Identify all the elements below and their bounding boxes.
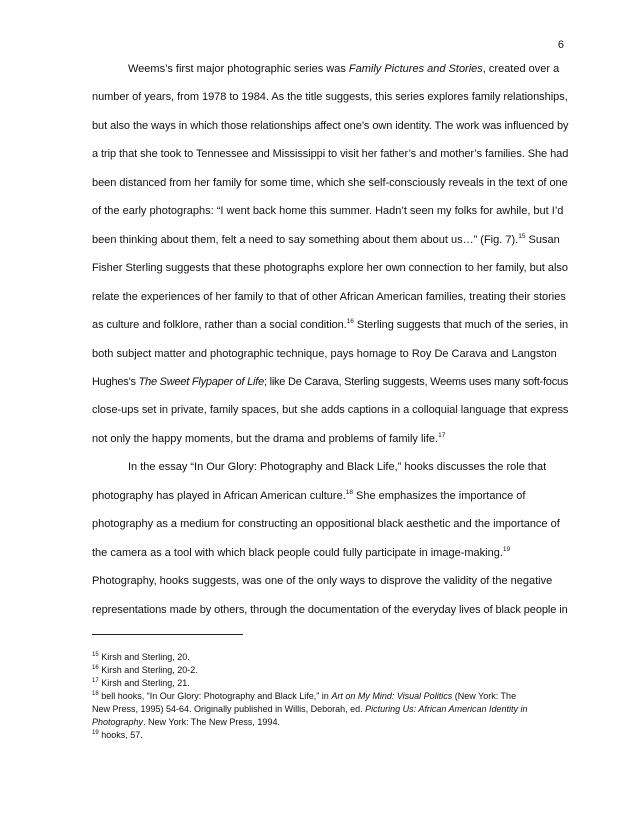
body-text-segment: number of years, from 1978 to 1984. As the title suggests, this series explores family relationships, bbox=[92, 91, 568, 104]
body-text-segment: both subject matter and photographic technique, pays homage to Roy De Carava and Langston bbox=[92, 347, 557, 360]
body-line bbox=[92, 147, 568, 161]
footnote-line bbox=[92, 664, 198, 676]
body-line bbox=[92, 432, 445, 446]
body-text-segment: In the essay “In Our Glory: Photography and Black Life,” hooks discusses the role that bbox=[128, 461, 547, 474]
body-text-segment: Susan bbox=[525, 233, 560, 246]
italic-title: Family Pictures and Stories bbox=[348, 63, 483, 75]
footnote-reference: 16 bbox=[346, 318, 354, 326]
footnote-text-segment: (New York: The bbox=[452, 691, 517, 702]
body-line bbox=[92, 403, 568, 417]
footnote-reference: 19 bbox=[502, 545, 511, 553]
body-text-segment: photography has played in African American culture. bbox=[92, 489, 346, 502]
body-text-segment: as culture and folklore, rather than a social condition. bbox=[92, 319, 347, 332]
body-line bbox=[92, 233, 560, 247]
body-text-segment: Fisher Sterling suggests that these photographs explore her own connection to her family, but also bbox=[92, 262, 568, 275]
body-line bbox=[92, 489, 525, 503]
footnote-line bbox=[92, 716, 280, 728]
body-text-segment: representations made by others, through the documentation of the everyday lives of black people in bbox=[92, 603, 568, 616]
body-text-segment: , created over a bbox=[482, 63, 560, 75]
footnote-text-segment: Kirsh and Sterling, 20-2. bbox=[98, 665, 198, 676]
body-text-segment: a trip that she took to Tennessee and Mississippi to visit her father’s and mother’s families. She had bbox=[92, 148, 569, 161]
italic-title: Photography bbox=[92, 717, 144, 728]
body-line bbox=[92, 261, 568, 275]
footnote-line bbox=[92, 690, 516, 702]
footnote-reference: 15 bbox=[518, 232, 526, 240]
body-line bbox=[92, 90, 568, 104]
page-number: 6 bbox=[557, 39, 564, 51]
body-line bbox=[92, 318, 568, 332]
footnote-text-segment: New Press, 1995) 54-64. Originally published in Willis, Deborah, ed. bbox=[92, 704, 366, 715]
body-text-segment: relate the experiences of her family to that of other African American families, treating their stories bbox=[92, 290, 566, 303]
body-line bbox=[92, 290, 566, 304]
footnote-text-segment: hooks, 57. bbox=[98, 730, 143, 741]
footnote-text-segment: bell hooks, “In Our Glory: Photography and Black Life,” in bbox=[98, 691, 332, 702]
body-text-segment: She emphasizes the importance of bbox=[353, 489, 526, 502]
footnote-reference: 15 bbox=[92, 652, 99, 658]
italic-title: Picturing Us: African American Identity in bbox=[365, 704, 528, 715]
body-text-segment: not only the happy moments, but the drama and problems of family life. bbox=[92, 432, 439, 445]
body-text-segment: Sterling suggests that much of the series, in bbox=[353, 319, 569, 332]
body-text-segment: Photography, hooks suggests, was one of the only ways to disprove the validity of the negative bbox=[92, 575, 553, 588]
body-text-segment: Hughes’s bbox=[92, 375, 139, 388]
body-line bbox=[92, 347, 557, 361]
body-text-segment: of the early photographs: “I went back home this summer. Hadn’t seen my folks for awhile, but I’d bbox=[92, 205, 564, 218]
italic-title: Art on My Mind: Visual Politics bbox=[331, 691, 453, 702]
body-text-segment: photography as a medium for constructing an oppositional black aesthetic and the importance of bbox=[92, 518, 560, 531]
footnote-line bbox=[92, 651, 190, 663]
footnote-reference: 18 bbox=[92, 691, 99, 698]
body-line bbox=[92, 517, 560, 531]
body-line bbox=[92, 603, 568, 617]
italic-title: The Sweet Flypaper of Life bbox=[138, 375, 264, 388]
footnote-separator bbox=[92, 634, 243, 635]
body-line bbox=[92, 176, 568, 190]
footnote-text-segment: Kirsh and Sterling, 20. bbox=[98, 652, 190, 662]
footnote-reference: 17 bbox=[438, 431, 446, 439]
footnote-reference: 16 bbox=[92, 665, 99, 672]
body-line bbox=[92, 204, 563, 218]
footnote-reference: 18 bbox=[345, 488, 353, 496]
footnote-reference: 17 bbox=[92, 678, 99, 685]
body-line bbox=[128, 62, 559, 76]
body-line bbox=[92, 119, 568, 133]
body-text-segment: been thinking about them, felt a need to say something about them about us…” (Fig. 7). bbox=[92, 233, 519, 246]
body-text-segment: close-ups set in private, family spaces, but she adds captions in a colloquial language that express bbox=[92, 404, 569, 417]
footnote-text-segment: Kirsh and Sterling, 21. bbox=[98, 678, 190, 689]
body-line bbox=[92, 546, 510, 560]
footnote-line bbox=[92, 703, 528, 715]
body-line bbox=[128, 460, 546, 474]
footnote-line bbox=[92, 729, 143, 741]
footnote-line bbox=[92, 677, 190, 689]
body-text-segment: the camera as a tool with which black people could fully participate in image-making. bbox=[92, 546, 503, 559]
body-text-segment: ; like De Carava, Sterling suggests, Weems uses many soft-focus bbox=[263, 375, 569, 388]
footnote-text-segment: . New York: The New Press, 1994. bbox=[143, 717, 280, 728]
footnote-reference: 19 bbox=[92, 730, 99, 737]
body-text-segment: been distanced from her family for some time, which she self-consciously reveals in the text of one bbox=[92, 176, 568, 189]
body-line bbox=[92, 574, 552, 588]
body-text-segment: Weems’s first major photographic series was bbox=[128, 63, 349, 75]
body-text-segment: but also the ways in which those relationships affect one’s own identity. The work was influenced by bbox=[92, 119, 569, 132]
body-line bbox=[92, 375, 568, 389]
